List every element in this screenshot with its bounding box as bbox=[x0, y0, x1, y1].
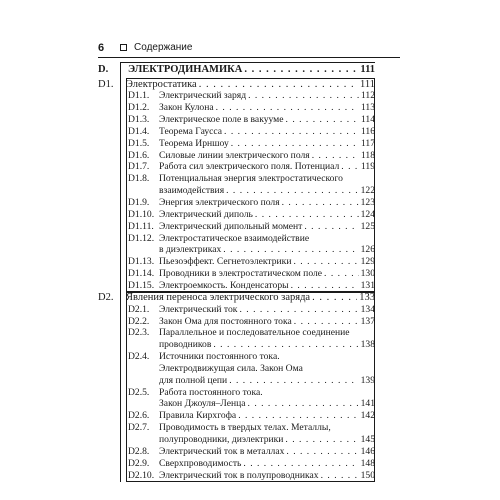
toc-entry-line bbox=[159, 387, 375, 398]
toc-entry-title: проводников bbox=[159, 339, 212, 351]
dot-leader bbox=[293, 256, 358, 267]
dot-leader bbox=[304, 221, 358, 232]
dot-leader bbox=[255, 209, 359, 220]
toc-entry-code: D1.9. bbox=[128, 197, 150, 208]
toc-entry bbox=[98, 79, 375, 91]
toc-entry-line bbox=[159, 256, 375, 267]
dot-leader bbox=[216, 102, 359, 113]
toc-entry bbox=[98, 446, 375, 458]
dot-leader bbox=[285, 434, 358, 445]
toc-entry-title: Закон Кулона bbox=[159, 102, 214, 114]
running-title: Содержание bbox=[134, 42, 193, 53]
dot-leader bbox=[223, 244, 358, 255]
toc-entry-line bbox=[159, 316, 375, 327]
toc-entry-page: 123 bbox=[360, 197, 375, 208]
toc-entry bbox=[98, 268, 375, 280]
toc-entry-title: Пьезоэффект. Сегнетоэлектрики bbox=[159, 256, 292, 268]
square-bullet-icon bbox=[120, 44, 127, 51]
toc-entry-title: Явления переноса электрического заряда bbox=[126, 291, 311, 303]
toc-entry-line bbox=[159, 422, 375, 433]
toc-entry-line bbox=[159, 446, 375, 457]
toc-entry-line bbox=[159, 470, 375, 481]
dot-leader bbox=[312, 150, 359, 161]
toc-entry-title: Параллельное и последовательное соединение bbox=[159, 327, 350, 339]
toc-section-code: D. bbox=[98, 64, 109, 75]
toc-entry-line bbox=[159, 150, 375, 161]
toc-entry-page: 112 bbox=[360, 90, 375, 102]
toc-entry-page: 116 bbox=[360, 125, 375, 137]
toc-entry-code: D1.13. bbox=[128, 256, 155, 268]
toc-entry-code: D1.12. bbox=[128, 232, 155, 244]
toc-entry-line bbox=[159, 161, 375, 172]
toc-section-page: 111 bbox=[360, 64, 375, 75]
toc-entry-page: 119 bbox=[360, 161, 375, 173]
toc-entry bbox=[98, 387, 375, 411]
toc-entry-code: D2.1. bbox=[128, 303, 150, 315]
toc-entry-page: 111 bbox=[360, 78, 375, 90]
toc-entry-title: Теорема Ирншоу bbox=[159, 137, 229, 149]
header-rule bbox=[98, 57, 400, 58]
toc-entry bbox=[98, 256, 375, 268]
toc-entry bbox=[98, 233, 375, 257]
toc-entry-line bbox=[126, 79, 375, 90]
toc-entry-title: Электростатика bbox=[126, 78, 197, 90]
toc-entry-title: Сверхпроводимость bbox=[159, 457, 242, 469]
toc-entry-title: Работа сил электрического поля. Потенциал bbox=[159, 161, 340, 173]
toc-entry-line bbox=[159, 126, 375, 137]
toc-entry-title: Силовые линии электрического поля bbox=[159, 149, 310, 161]
toc-entry-title: Работа постоянного тока. bbox=[159, 386, 263, 398]
toc-entry-code: D2.8. bbox=[128, 445, 150, 457]
toc-entry-page: 117 bbox=[360, 137, 375, 149]
toc-entry bbox=[98, 410, 375, 422]
toc-entry-line bbox=[159, 114, 375, 125]
toc-entry-title: для полной цепи bbox=[159, 374, 228, 386]
toc-entry-title: Электрический ток в металлах bbox=[159, 445, 285, 457]
toc-entry-title: Электрический ток bbox=[159, 303, 238, 315]
dot-leader bbox=[312, 292, 357, 303]
toc-entry-page: 137 bbox=[360, 315, 375, 327]
toc-entry-page: 122 bbox=[360, 185, 375, 197]
toc-entry-code: D2.2. bbox=[128, 315, 150, 327]
toc-entry-line bbox=[159, 173, 375, 184]
toc-entry bbox=[98, 304, 375, 316]
toc-entry-title: Проводимость в твердых телах. Металлы, bbox=[159, 422, 331, 434]
toc-entry-title: в диэлектриках bbox=[159, 244, 222, 256]
dot-leader bbox=[239, 304, 358, 315]
toc-entry-title: Потенциальная энергия электростатического bbox=[159, 173, 343, 185]
dot-leader bbox=[248, 398, 359, 409]
toc-entry-page: 141 bbox=[360, 398, 375, 410]
dot-leader bbox=[286, 114, 359, 125]
toc-entry-code: D2.6. bbox=[128, 410, 150, 422]
dot-leader bbox=[238, 410, 358, 421]
toc-entry-line bbox=[159, 375, 375, 386]
page-number: 6 bbox=[98, 42, 105, 54]
toc-entry-code: D2.10. bbox=[128, 469, 155, 481]
dot-leader bbox=[243, 458, 358, 469]
toc-entry-code: D1.5. bbox=[128, 137, 150, 149]
toc-entry-code: D2. bbox=[98, 291, 114, 303]
toc-entry-code: D1.6. bbox=[128, 149, 150, 161]
toc-entry-page: 148 bbox=[360, 457, 375, 469]
toc-entry-page: 145 bbox=[360, 433, 375, 445]
toc-entry bbox=[98, 209, 375, 221]
toc-entry-code: D2.9. bbox=[128, 457, 150, 469]
toc-entry bbox=[98, 114, 375, 126]
toc-entry-page: 129 bbox=[360, 256, 375, 268]
toc-entry-line bbox=[159, 280, 375, 291]
toc-entry-page: 146 bbox=[360, 445, 375, 457]
toc-entry-title: Закон Джоуля–Ленца bbox=[159, 398, 246, 410]
toc-entry bbox=[98, 221, 375, 233]
dot-leader bbox=[213, 339, 358, 350]
toc-entry-line bbox=[159, 363, 375, 374]
toc-entry bbox=[98, 458, 375, 470]
toc-entry-page: 113 bbox=[360, 102, 375, 114]
toc-entry-line bbox=[159, 185, 375, 196]
toc-entry bbox=[98, 138, 375, 150]
toc-entry bbox=[98, 316, 375, 328]
toc-entry-page: 142 bbox=[360, 410, 375, 422]
dot-leader bbox=[282, 197, 359, 208]
toc-entry-page: 133 bbox=[359, 291, 375, 303]
dot-leader bbox=[291, 280, 359, 291]
toc-entry-line bbox=[159, 209, 375, 220]
toc-entry-line bbox=[159, 138, 375, 149]
toc-entry-line bbox=[159, 221, 375, 232]
toc-entry-line bbox=[159, 434, 375, 445]
toc-entry-title: Электрический ток в полупроводниках bbox=[159, 469, 319, 481]
toc-entry-page: 114 bbox=[360, 114, 375, 126]
toc-entry bbox=[98, 126, 375, 138]
toc-entry-line bbox=[159, 233, 375, 244]
toc-entry bbox=[98, 197, 375, 209]
toc-entry-title: Электрический дипольный момент bbox=[159, 220, 303, 232]
dot-leader bbox=[226, 185, 359, 196]
toc-entry-code: D2.5. bbox=[128, 386, 150, 398]
toc-entry-line bbox=[159, 327, 375, 338]
toc-section-line bbox=[128, 64, 375, 75]
toc-entry-line bbox=[159, 339, 375, 350]
toc-entry-title: Электродвижущая сила. Закон Ома bbox=[159, 362, 303, 374]
toc-entry-code: D1.8. bbox=[128, 173, 150, 185]
dot-leader bbox=[231, 138, 359, 149]
toc-entry-code: D1.4. bbox=[128, 125, 150, 137]
toc-entry bbox=[98, 422, 375, 446]
toc-entry-code: D1.3. bbox=[128, 114, 150, 126]
toc-entry-page: 138 bbox=[360, 339, 375, 351]
toc-entry-code: D1.14. bbox=[128, 268, 155, 280]
toc-entry-title: полупроводники, диэлектрики bbox=[159, 433, 284, 445]
toc-entry-title: Энергия электрического поля bbox=[159, 197, 280, 208]
toc-entry-page: 131 bbox=[360, 279, 375, 291]
dot-leader bbox=[286, 446, 358, 457]
toc-entry-title: Электростатическое взаимодействие bbox=[159, 232, 310, 244]
toc-entry-line bbox=[159, 410, 375, 421]
toc-entry-code: D1.10. bbox=[128, 208, 155, 220]
toc-entry bbox=[98, 327, 375, 351]
toc-entry-page: 125 bbox=[360, 220, 375, 232]
dot-leader bbox=[294, 316, 359, 327]
toc-entry bbox=[98, 470, 375, 482]
toc-entry-line bbox=[159, 398, 375, 409]
dot-leader bbox=[244, 64, 358, 75]
toc-entry-line bbox=[159, 458, 375, 469]
dot-leader bbox=[341, 161, 359, 172]
toc-entry bbox=[98, 351, 375, 387]
toc-entry-code: D1.7. bbox=[128, 161, 150, 173]
toc-entry-line bbox=[159, 304, 375, 315]
toc-entry-line bbox=[159, 268, 375, 279]
toc-entry-title: Правила Кирхгофа bbox=[159, 410, 237, 422]
toc-entry-line bbox=[159, 351, 375, 362]
toc-entry-title: Закон Ома для постоянного тока bbox=[159, 315, 292, 327]
toc-entry-page: 150 bbox=[360, 469, 375, 481]
toc-entry-title: Теорема Гаусса bbox=[159, 125, 223, 137]
toc-entry-code: D1. bbox=[98, 78, 114, 90]
toc-entry bbox=[98, 102, 375, 114]
toc-entry-line bbox=[159, 197, 375, 208]
dot-leader bbox=[248, 90, 359, 101]
toc-entry-code: D1.2. bbox=[128, 102, 150, 114]
toc-entry-line bbox=[126, 292, 375, 303]
toc-entry-title: Проводники в электростатическом поле bbox=[159, 268, 323, 280]
toc-entry-page: 139 bbox=[360, 374, 375, 386]
toc-section-title: ЭЛЕКТРОДИНАМИКА bbox=[128, 64, 243, 75]
dot-leader bbox=[224, 126, 359, 137]
toc-entry bbox=[98, 90, 375, 102]
toc-entry-code: D2.3. bbox=[128, 327, 150, 339]
toc-entry-page: 130 bbox=[360, 268, 375, 280]
dot-leader bbox=[199, 79, 358, 90]
toc-entry-code: D1.15. bbox=[128, 279, 155, 291]
toc-entry-title: взаимодействия bbox=[159, 185, 225, 197]
toc-entry-page: 118 bbox=[360, 149, 375, 161]
toc-entry-line bbox=[159, 102, 375, 113]
toc-entry-page: 126 bbox=[360, 244, 375, 256]
toc-entry-title: Источники постоянного тока. bbox=[159, 351, 280, 363]
toc-entry bbox=[98, 150, 375, 162]
toc-entry-code: D1.11. bbox=[128, 220, 154, 232]
page-header bbox=[98, 42, 400, 58]
toc-entry bbox=[98, 292, 375, 304]
toc-entry-title: Электрический заряд bbox=[159, 90, 247, 102]
toc-entry-title: Электроемкость. Конденсаторы bbox=[159, 279, 289, 291]
toc-entry-code: D2.7. bbox=[128, 422, 150, 434]
toc-entry-line bbox=[159, 244, 375, 255]
toc-entry bbox=[98, 280, 375, 292]
toc-entry-line bbox=[159, 90, 375, 101]
toc-entry-code: D1.1. bbox=[128, 90, 150, 102]
toc-entry bbox=[98, 161, 375, 173]
toc-entry-title: Электрическое поле в вакууме bbox=[159, 114, 284, 126]
dot-leader bbox=[229, 375, 358, 386]
toc-entry-code: D2.4. bbox=[128, 351, 150, 363]
dot-leader bbox=[324, 268, 359, 279]
toc-entry bbox=[98, 173, 375, 197]
dot-leader bbox=[321, 470, 359, 481]
toc-entry-page: 134 bbox=[360, 303, 375, 315]
toc-entry-page: 124 bbox=[360, 208, 375, 220]
toc-entry-title: Электрический диполь bbox=[159, 208, 253, 220]
